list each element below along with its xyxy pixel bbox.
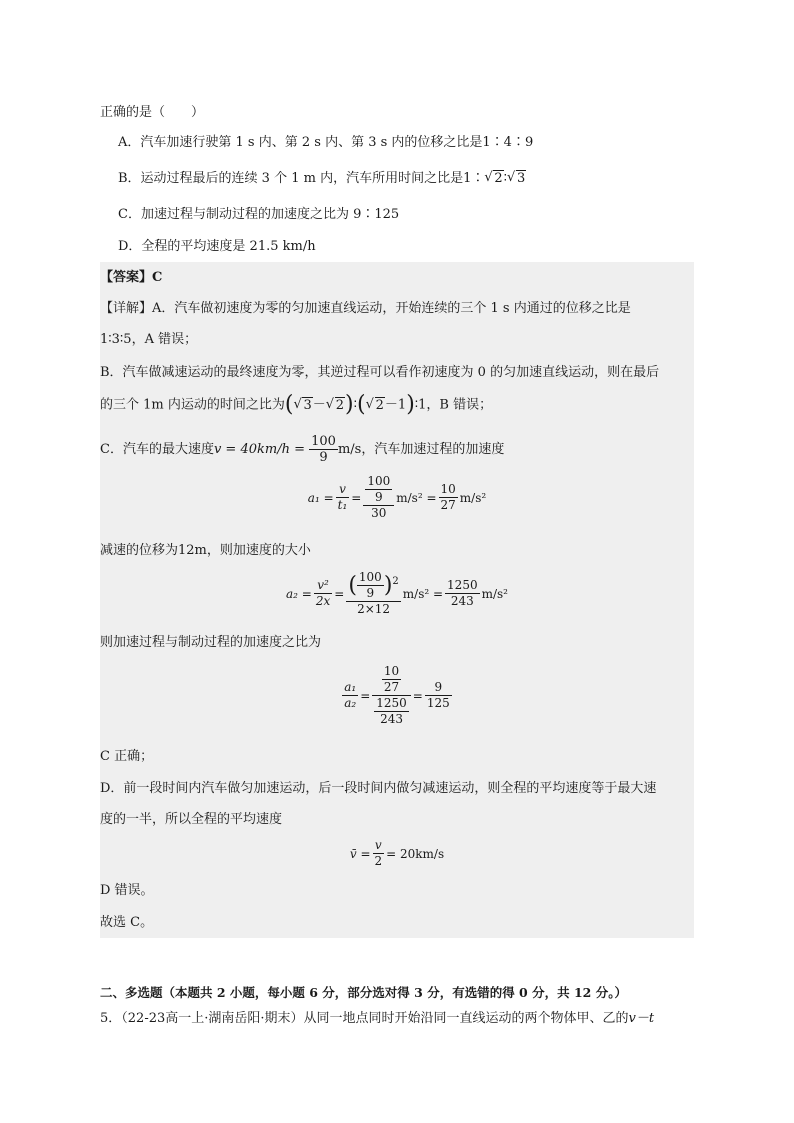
question-stem: 正确的是（ ）	[100, 105, 205, 120]
option-a: A．汽车加速行驶第 1 s 内、第 2 s 内、第 3 s 内的位移之比是1∶4∶9	[118, 135, 534, 150]
d-wrong: D 错误。	[100, 883, 154, 898]
c-correct: C 正确；	[100, 749, 154, 764]
equation-ratio: $\frac{\text{a₁}}{\text{a₂}}$ = $\frac{\frac{10}{27}}{\frac{1250}{243}}$ = $\frac{9}{125}$	[344, 664, 450, 726]
detail-c-unit: m/s，汽车加速过程的加速度	[337, 442, 505, 457]
option-c: C．加速过程与制动过程的加速度之比为 9∶125	[118, 207, 400, 222]
equation-avg-speed: v̄ = $\frac{v}{2}$ = 20km/s	[349, 838, 445, 868]
sqrt-3b: √ 3	[293, 397, 312, 415]
decel-text: 减速的位移为12m，则加速度的大小	[100, 543, 311, 558]
choose: 故选 C。	[100, 915, 154, 930]
option-b	[118, 170, 526, 188]
question-5-vt: v－t	[628, 1011, 655, 1026]
sqrt-3: √ 3	[507, 170, 526, 188]
detail-head: 【详解】A．汽车做初速度为零的匀加速直线运动，开始连续的三个 1 s 内通过的位移之比是	[100, 301, 631, 316]
detail-b1: B．汽车做减速运动的最终速度为零，其逆过程可以看作初速度为 0 的匀加速直线运动，则在最后	[100, 365, 660, 380]
ratio-text: 则加速过程与制动过程的加速度之比为	[100, 635, 322, 650]
detail-a-end: 1∶3∶5，A 错误；	[100, 332, 198, 347]
detail-d2: 度的一半，所以全程的平均速度	[100, 812, 283, 827]
detail-d1: D．前一段时间内汽车做匀加速运动，后一段时间内做匀减速运动，则全程的平均速度等于最大速	[100, 781, 657, 796]
section2-heading: 二、多选题（本题共 2 小题，每小题 6 分，部分选对得 3 分，有选错的得 0 分，共 12 分。）	[100, 985, 627, 1000]
question-5	[100, 1010, 654, 1028]
detail-c-v: v = 40km/h =	[213, 442, 305, 457]
detail-b2-end: ∶1，B 错误；	[414, 397, 493, 413]
sqrt-2: √ 2	[484, 170, 503, 188]
detail-c	[100, 434, 504, 465]
option-d: D．全程的平均速度是 21.5 km/h	[118, 239, 316, 254]
frac-100-9: $\frac{100}{9}$	[311, 434, 336, 465]
sqrt-2b: √ 2	[326, 397, 345, 415]
answer-label: 【答案】C	[100, 270, 163, 285]
equation-a1: a₁ = $\frac{v}{\text{t₁}}$ = $\frac{\frac{100}{9}}{30}$ m/s² = $\frac{10}{27}$ m/s²	[307, 474, 487, 520]
sqrt-2c: √ 2	[366, 397, 385, 415]
option-b-sep: ∶	[503, 171, 508, 186]
question-5-text: 5．（22-23高一上·湖南岳阳·期末）从同一地点同时开始沿同一直线运动的两个物体甲、乙的	[100, 1011, 629, 1026]
detail-b2: 的三个 1m 内运动的时间之比为(√ 3－√ 2)∶(√ 2－1)∶1，B 错误；	[100, 396, 492, 415]
option-b-text: B．运动过程最后的连续 3 个 1 m 内，汽车所用时间之比是1∶	[118, 171, 485, 186]
detail-c-text: C．汽车的最大速度	[100, 442, 214, 457]
detail-b2-text: 的三个 1m 内运动的时间之比为	[100, 397, 285, 413]
equation-a2: a₂ = $\frac{\text{v²}}{2x}$ = ( $\frac{100}{9}$ )$^2$ 2×12 m/s² = $\frac{1250}{243}$ m/s²	[286, 570, 508, 616]
